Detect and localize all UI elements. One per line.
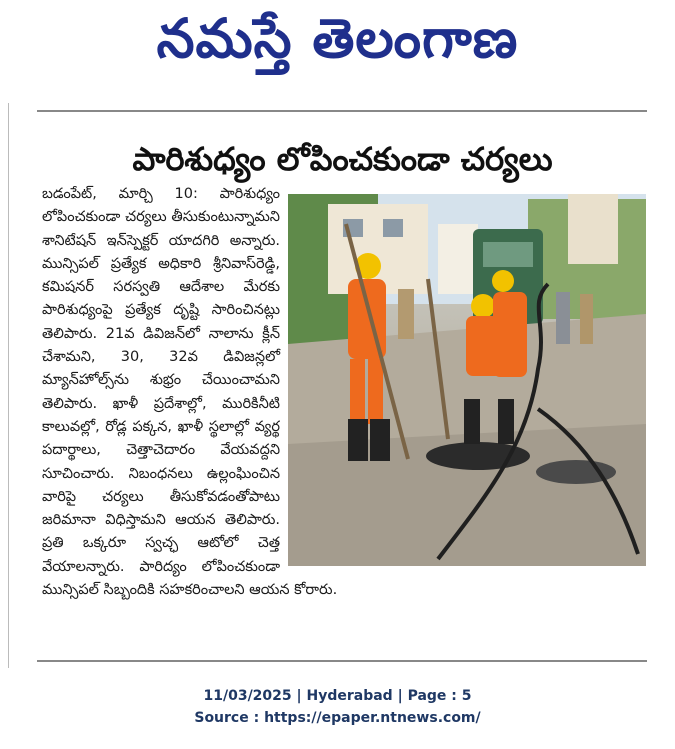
footer-source-line: Source : https://epaper.ntnews.com/: [194, 710, 481, 726]
article-text-block: [42, 183, 646, 602]
bottom-divider: [37, 660, 647, 662]
article-photo: [288, 194, 646, 566]
masthead-title: నమస్తే తెలంగాణ: [156, 6, 519, 70]
photo-illustration: [288, 194, 646, 566]
top-divider: [37, 110, 647, 112]
footer-date-line: 11/03/2025 | Hyderabad | Page : 5: [203, 688, 472, 704]
article-headline: పారిశుధ్యం లోపించకుండా చర్యలు: [132, 140, 553, 178]
page-frame-line: [8, 103, 9, 668]
article-body: బడంపేట్, మార్చి 10: పారిశుధ్యం లోపించకుండా చర్యలు తీసుకుంటున్నామని శానిటేషన్ ఇన్‌స్పెక్టర్ యాదగిరి అన్నారు. మున్సిపల్ ప్రత్యేక అధికారి శ్రీనివాస్‌రెడ్డి, కమిషనర్ సరస్వతి ఆదేశాల మేరకు పారిశుధ్యంపై ప్రత్యేక దృష్టి సారించినట్లు తెలిపారు. 21వ డివిజన్‌లో నాలాను క్లీన్ చేశామని, 30, 32వ డివిజన్లలో మ్యాన్‌హోల్స్‌ను శుభ్రం చేయించామని తెలిపారు. ఖాళీ ప్రదేశాల్లో, మురికినీటి కాలువల్లో, రోడ్ల పక్కన, ఖాళీ స్థలాల్లో వ్యర్థ పదార్థాలు, చెత్తాచెదారం వేయవద్దని సూచించారు. నిబంధనలు ఉల్లంఘించిన వారిపై చర్యలు తీసుకోవడంతోపాటు జరిమానా విధిస్తామని ఆయన తెలిపారు. ప్రతి ఒక్కరూ స్వచ్ఛ ఆటోలో చెత్త వేయాలన్నారు. పారిద్యం లోపించకుండా మున్సిపల్ సిబ్బందికి సహకరించాలని ఆయన కోరారు.: [42, 186, 338, 599]
